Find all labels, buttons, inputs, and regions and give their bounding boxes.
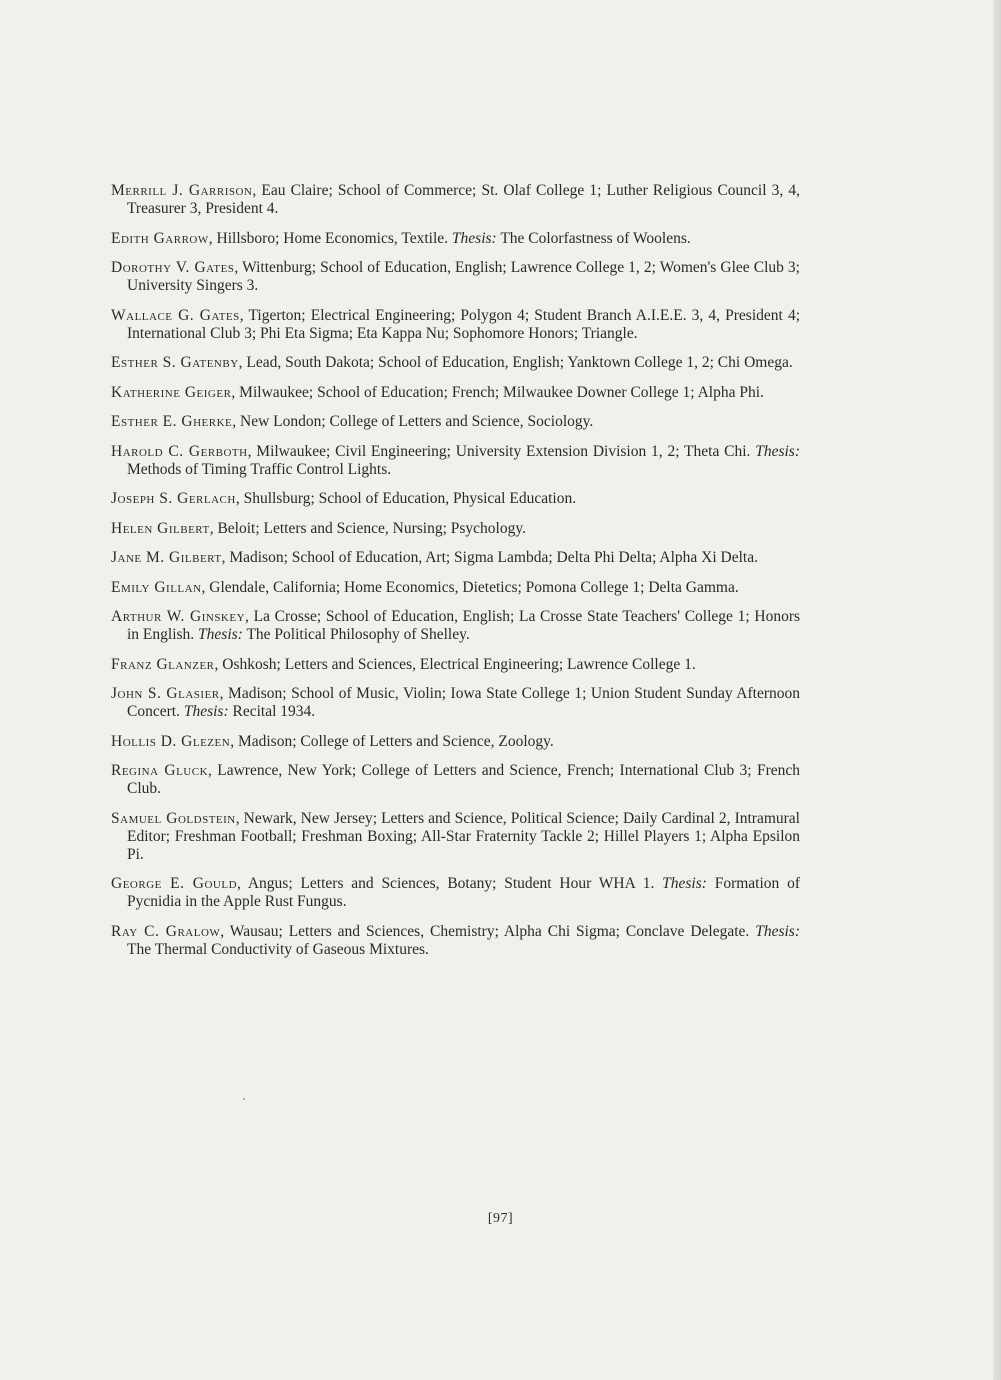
entry-name: Ray C. Gralow <box>111 922 221 940</box>
page-edge <box>993 0 1001 1380</box>
entry <box>111 182 800 218</box>
thesis-label: Thesis: <box>662 875 707 892</box>
entry-details: , Newark, New Jersey; Letters and Science, Political Science; Daily Cardinal 2, Intramural Editor; Freshman Football; Freshman Boxing; All-Star Fraternity Tackle 2; Hillel Players 1; Alpha Epsilon Pi. <box>127 809 800 863</box>
entry-details: , Beloit; Letters and Science, Nursing; Psychology. <box>209 519 526 537</box>
entry <box>111 520 800 538</box>
entry <box>111 608 800 644</box>
entry-name: Arthur W. Ginskey <box>111 608 246 625</box>
entry-details: , Glendale, California; Home Economics, Dietetics; Pomona College 1; Delta Gamma. <box>201 578 739 596</box>
entry <box>111 413 800 431</box>
entry-details: , Oshkosh; Letters and Sciences, Electrical Engineering; Lawrence College 1. <box>214 655 696 673</box>
thesis-label: Thesis: <box>755 442 800 460</box>
paper-speck <box>243 1098 245 1100</box>
entry-details: , Hillsboro; Home Economics, Textile. <box>208 229 452 247</box>
entry <box>111 875 800 911</box>
entry-name: Samuel Goldstein <box>111 809 236 827</box>
entry <box>111 656 800 674</box>
entry <box>111 307 800 343</box>
entry-name: Joseph S. Gerlach <box>111 490 236 507</box>
entry <box>111 230 800 248</box>
entry-name: Esther E. Gherke <box>111 413 233 430</box>
entry-name: Regina Gluck <box>111 762 209 779</box>
entry-list <box>111 182 800 970</box>
entry-details: , Milwaukee; School of Education; French; Milwaukee Downer College 1; Alpha Phi. <box>231 383 764 401</box>
entry-details: , Lead, South Dakota; School of Education, English; Yanktown College 1, 2; Chi Omega. <box>238 354 793 371</box>
entry-details: , Wittenburg; School of Education, English; Lawrence College 1, 2; Women's Glee Club 3; University Singers 3. <box>127 259 800 294</box>
entry-details: , Madison; School of Education, Art; Sigma Lambda; Delta Phi Delta; Alpha Xi Delta. <box>221 549 758 566</box>
entry-name: Katherine Geiger <box>111 383 232 401</box>
thesis-label: Thesis: <box>755 922 801 940</box>
thesis-title: The Thermal Conductivity of Gaseous Mixtures. <box>127 940 429 958</box>
entry-name: Esther S. Gatenby <box>111 354 239 371</box>
entry <box>111 923 800 959</box>
entry-details: , Tigerton; Electrical Engineering; Polygon 4; Student Branch A.I.E.E. 3, 4, President 4; International Club 3; Phi Eta Sigma; Eta Kappa Nu; Sophomore Honors; Triangle. <box>127 306 800 342</box>
thesis-label: Thesis: <box>451 229 497 247</box>
entry-name: John S. Glasier <box>111 685 220 702</box>
entry <box>111 549 800 567</box>
entry-name: Emily Gillan <box>111 578 202 596</box>
entry <box>111 685 800 721</box>
entry-details: , Lawrence, New York; College of Letters and Science, French; International Club 3; French Club. <box>127 762 800 797</box>
entry-name: George E. Gould <box>111 875 238 892</box>
entry <box>111 762 800 798</box>
entry-details: , La Crosse; School of Education, English; La Crosse State Teachers' College 1; Honors in English. <box>127 608 801 643</box>
entry-name: Merrill J. Garrison <box>111 182 253 199</box>
entry <box>111 810 800 864</box>
entry <box>111 490 800 508</box>
entry-details: , Madison; School of Music, Violin; Iowa State College 1; Union Student Sunday Afternoon Concert. <box>127 685 800 720</box>
thesis-title: The Political Philosophy of Shelley. <box>242 626 470 643</box>
entry <box>111 443 800 479</box>
page-number: [97] <box>487 1211 514 1226</box>
thesis-title: The Colorfastness of Woolens. <box>496 229 691 247</box>
entry-details: , Eau Claire; School of Commerce; St. Olaf College 1; Luther Religious Council 3, 4, Treasurer 3, President 4. <box>127 182 800 217</box>
entry-name: Jane M. Gilbert <box>111 549 222 566</box>
entry-details: , Madison; College of Letters and Science, Zoology. <box>230 732 554 750</box>
entry-name: Helen Gilbert <box>111 519 210 537</box>
entry <box>111 384 800 402</box>
thesis-title: Methods of Timing Traffic Control Lights. <box>127 460 392 478</box>
entry-name: Franz Glanzer <box>111 655 215 673</box>
entry-name: Dorothy V. Gates <box>111 259 235 276</box>
entry-name: Edith Garrow <box>111 229 209 247</box>
entry-details: , Wausau; Letters and Sciences, Chemistry; Alpha Chi Sigma; Conclave Delegate. <box>220 922 756 940</box>
entry-name: Hollis D. Glezen <box>111 732 231 750</box>
entry <box>111 354 800 372</box>
thesis-title: Formation of Pycnidia in the Apple Rust Fungus. <box>127 875 801 910</box>
entry-details: , Angus; Letters and Sciences, Botany; Student Hour WHA 1. <box>237 875 663 892</box>
entry-name: Wallace G. Gates <box>111 306 240 324</box>
entry <box>111 259 800 295</box>
entry <box>111 733 800 751</box>
entry <box>111 579 800 597</box>
entry-name: Harold C. Gerboth <box>111 442 248 460</box>
thesis-label: Thesis: <box>198 626 243 643</box>
entry-details: , Milwaukee; Civil Engineering; University Extension Division 1, 2; Theta Chi. <box>247 442 756 460</box>
thesis-label: Thesis: <box>183 703 229 720</box>
thesis-title: Recital 1934. <box>228 703 316 720</box>
entry-details: , New London; College of Letters and Science, Sociology. <box>232 413 594 430</box>
entry-details: , Shullsburg; School of Education, Physical Education. <box>235 490 577 507</box>
